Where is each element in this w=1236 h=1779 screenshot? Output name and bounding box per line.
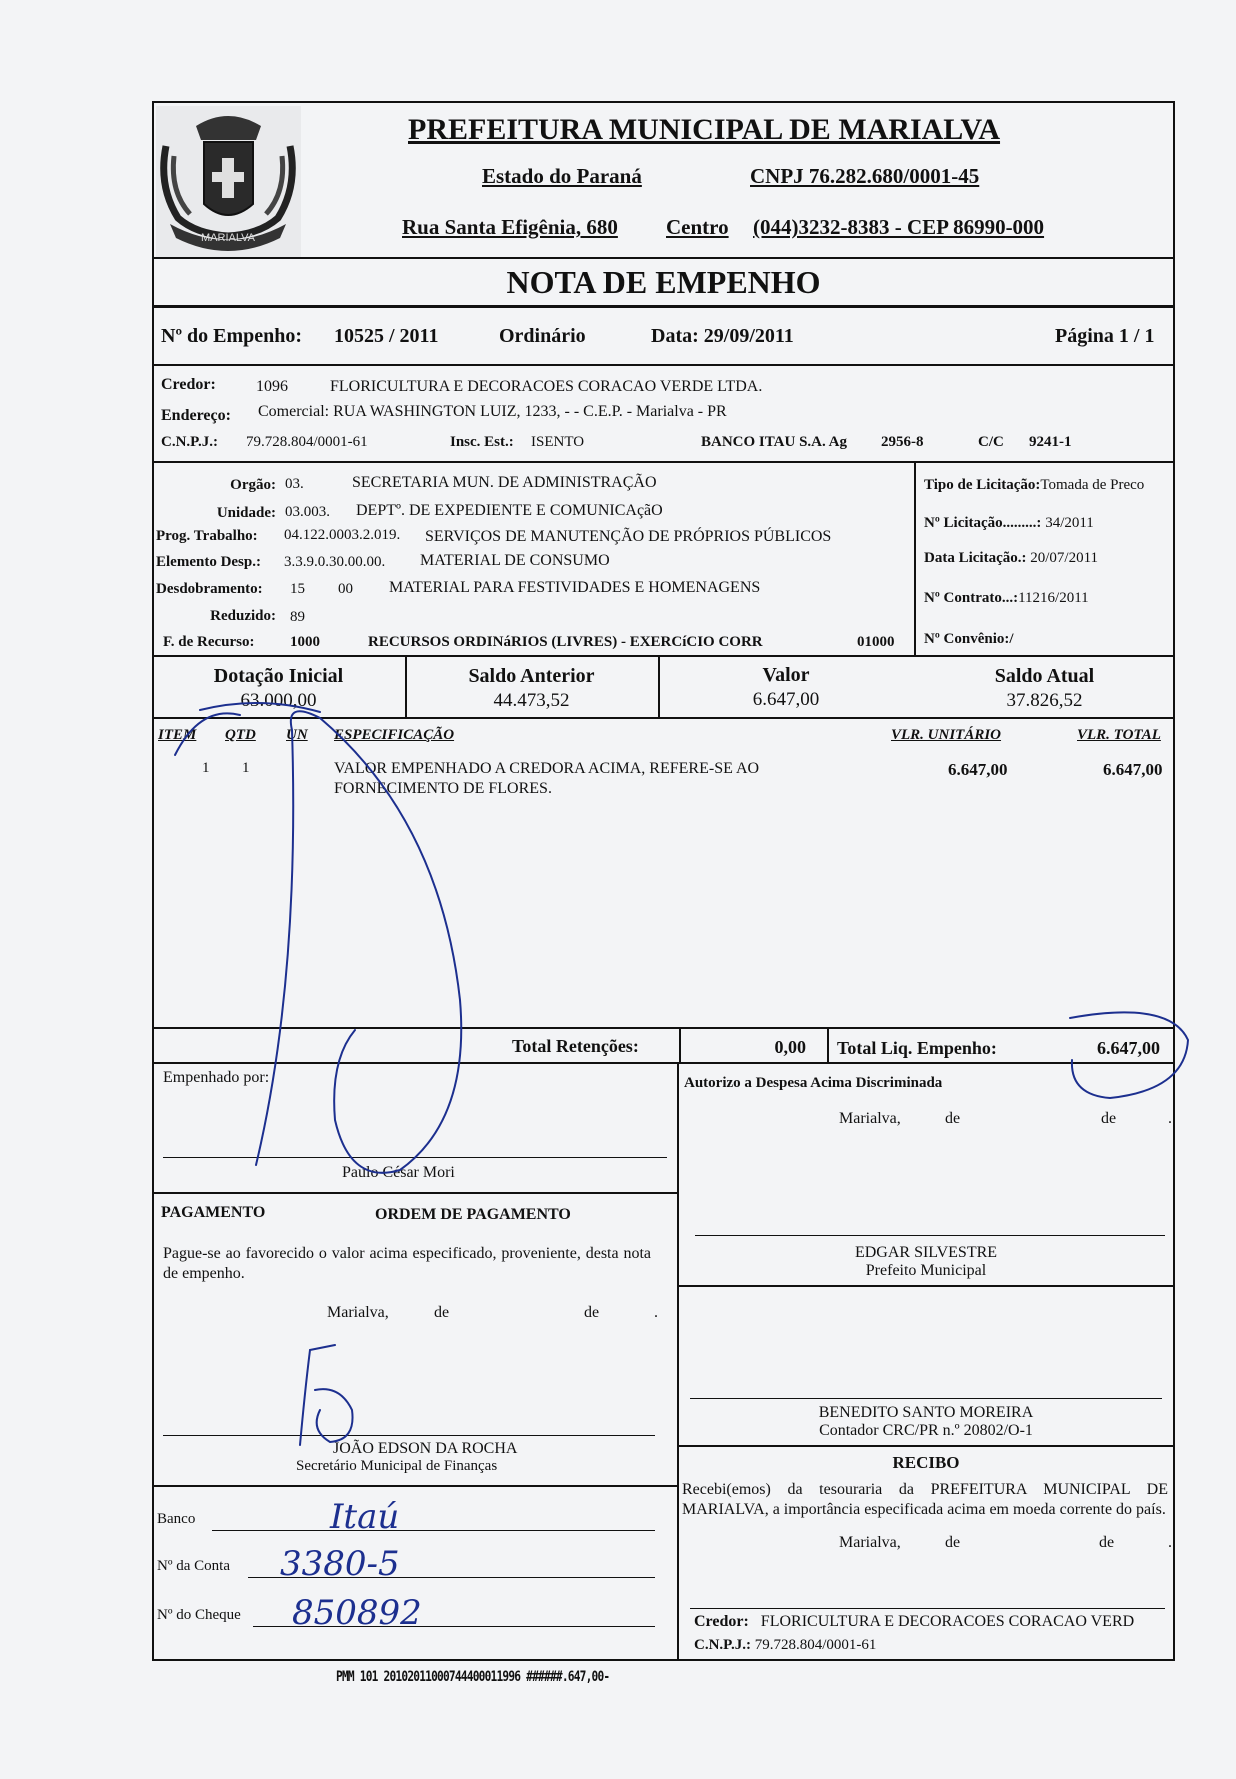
credor-label: Credor: (161, 376, 216, 393)
prefeito-name: EDGAR SILVESTRE (854, 1244, 998, 1261)
row-qtd: 1 (242, 760, 250, 776)
row-unit-value: 6.647,00 (948, 760, 1008, 779)
licitacao-num: Nº Licitação.........: 34/2011 (924, 515, 1094, 531)
orgao-name: SECRETARIA MUN. DE ADMINISTRAÇÃO (352, 474, 657, 491)
insc-value: ISENTO (531, 434, 585, 450)
recibo-de2: de (1099, 1534, 1115, 1551)
row-spec-line1: VALOR EMPENHADO A CREDORA ACIMA, REFERE-SE AO (334, 760, 760, 777)
pagamento-de2: de (584, 1304, 600, 1321)
bank-agency: 2956-8 (881, 434, 924, 450)
recibo-credor: Credor: FLORICULTURA E DECORACOES CORACAO VERD (694, 1613, 1135, 1630)
recurso-number: 01000 (857, 634, 895, 650)
unidade-label: Unidade: (216, 505, 276, 521)
footer-code: PMM 101 20102011000744400011996 ######.647,00- (336, 1669, 610, 1685)
empenho-type: Ordinário (499, 325, 586, 347)
col-header-spec: ESPECIFICAÇÃO (334, 727, 455, 743)
pagamento-text: Pague-se ao favorecido o valor acima especificado, proveniente, desta nota de empenho. (163, 1245, 651, 1282)
saldo-anterior-label: Saldo Anterior (468, 665, 595, 687)
prog-label: Prog. Trabalho: (156, 528, 258, 544)
empenhado-name: Paulo César Mori (342, 1164, 455, 1181)
unidade-code: 03.003. (285, 504, 330, 520)
insc-label: Insc. Est.: (450, 434, 514, 450)
dotacao-value: 63.000,00 (240, 690, 317, 711)
cnpj-credor-label: C.N.P.J.: (161, 434, 218, 450)
cnpj-credor-value: 79.728.804/0001-61 (246, 434, 368, 450)
orgao-label: Orgão: (230, 477, 276, 493)
pagamento-dot: . (654, 1304, 658, 1321)
desdobramento-label: Desdobramento: (156, 581, 263, 597)
recurso-name: RECURSOS ORDINáRIOS (LIVRES) - EXERCíCIO CORR (368, 634, 763, 650)
valor-value: 6.647,00 (752, 689, 820, 710)
prog-code: 04.122.0003.2.019. (284, 527, 401, 543)
pagamento-city: Marialva, (327, 1304, 389, 1321)
empenho-date: Data: 29/09/2011 (651, 325, 794, 347)
address-label: Rua Santa Efigênia, 680 (402, 215, 618, 239)
cnpj-label: CNPJ 76.282.680/0001-45 (750, 164, 980, 188)
liquido-value: 6.647,00 (1097, 1038, 1160, 1058)
elemento-label: Elemento Desp.: (156, 554, 261, 570)
recurso-label: F. de Recurso: (163, 634, 255, 650)
contador-role: Contador CRC/PR n.º 20802/O-1 (819, 1422, 1033, 1439)
bank-name: BANCO ITAU S.A. Ag (701, 434, 847, 450)
cheque-handwriting: 850892 (292, 1593, 422, 1633)
ordem-pagamento-label: ORDEM DE PAGAMENTO (375, 1206, 571, 1223)
autorizo-de1: de (945, 1110, 961, 1127)
empenho-number: 10525 / 2011 (334, 325, 439, 347)
document-title: NOTA DE EMPENHO (506, 264, 821, 300)
convenio-label: Nº Convênio:/ (924, 631, 1014, 647)
pagamento-signer-role: Secretário Municipal de Finanças (296, 1458, 498, 1474)
recurso-code: 1000 (290, 634, 320, 650)
reduzido-value: 89 (290, 609, 305, 625)
empenhado-label: Empenhado por: (163, 1069, 270, 1086)
retencoes-value: 0,00 (774, 1037, 806, 1057)
saldo-anterior-value: 44.473,52 (493, 690, 570, 711)
liquido-label: Total Liq. Empenho: (837, 1038, 997, 1058)
cc-label: C/C (978, 434, 1004, 450)
unidade-name: DEPTº. DE EXPEDIENTE E COMUNICAçãO (356, 502, 663, 519)
empenho-number-label: Nº do Empenho: (161, 325, 303, 347)
orgao-code: 03. (285, 476, 304, 492)
conta-handwriting: 3380-5 (280, 1544, 400, 1584)
pagamento-signer: JOÃO EDSON DA ROCHA (333, 1440, 518, 1457)
endereco-value: Comercial: RUA WASHINGTON LUIZ, 1233, - - C.E.P. - Marialva - PR (258, 403, 727, 420)
page-number: Página 1 / 1 (1055, 325, 1155, 347)
desdobramento-name: MATERIAL PARA FESTIVIDADES E HOMENAGENS (389, 579, 761, 596)
col-header-qtd: QTD (225, 727, 256, 743)
recibo-cnpj: C.N.P.J.: 79.728.804/0001-61 (694, 1637, 877, 1653)
recibo-text: Recebi(emos) da tesouraria da PREFEITURA MUNICIPAL DE MARIALVA, a importância especificada acima em moeda corrente do país. (682, 1481, 1168, 1518)
prefeito-role: Prefeito Municipal (865, 1262, 987, 1279)
cheque-label: Nº do Cheque (157, 1607, 241, 1623)
elemento-code: 3.3.9.0.30.00.00. (284, 554, 386, 570)
contador-name: BENEDITO SANTO MOREIRA (818, 1404, 1034, 1421)
credor-code: 1096 (256, 378, 288, 395)
retencoes-label: Total Retenções: (512, 1036, 639, 1056)
conta-label: Nº da Conta (157, 1558, 230, 1574)
row-spec-line2: FORNECIMENTO DE FLORES. (334, 780, 552, 797)
autorizo-de2: de (1101, 1110, 1117, 1127)
recibo-city: Marialva, (839, 1534, 901, 1551)
pagamento-de1: de (434, 1304, 450, 1321)
col-header-total: VLR. TOTAL (1077, 727, 1161, 743)
col-header-un: UN (286, 727, 308, 743)
district-label: Centro (666, 215, 729, 239)
dotacao-label: Dotação Inicial (213, 665, 344, 687)
prog-name: SERVIÇOS DE MANUTENÇÃO DE PRÓPRIOS PÚBLICOS (425, 528, 832, 545)
row-total-value: 6.647,00 (1103, 760, 1163, 779)
licitacao-tipo-label: Tipo de Licitação:Tomada de Preco (924, 477, 1145, 493)
state-label: Estado do Paraná (482, 164, 642, 188)
cc-value: 9241-1 (1029, 434, 1072, 450)
pagamento-label: PAGAMENTO (161, 1204, 266, 1221)
banco-label: Banco (157, 1511, 196, 1527)
saldo-atual-label: Saldo Atual (994, 665, 1095, 687)
seal-text: MARIALVA (201, 232, 255, 244)
desdobramento-b: 00 (338, 581, 353, 597)
recibo-title: RECIBO (892, 1453, 960, 1472)
municipal-seal-icon (156, 106, 301, 258)
credor-name: FLORICULTURA E DECORACOES CORACAO VERDE LTDA. (330, 378, 763, 395)
phone-cep-label: (044)3232-8383 - CEP 86990-000 (753, 215, 1045, 239)
contrato-number: Nº Contrato...:11216/2011 (924, 590, 1089, 606)
valor-label: Valor (762, 664, 810, 686)
row-item: 1 (202, 760, 210, 776)
reduzido-label: Reduzido: (210, 608, 276, 624)
col-header-item: ITEM (158, 727, 197, 743)
licitacao-data: Data Licitação.: 20/07/2011 (924, 550, 1099, 566)
endereco-label: Endereço: (161, 407, 231, 424)
desdobramento-a: 15 (290, 581, 305, 597)
col-header-unit: VLR. UNITÁRIO (891, 727, 1002, 743)
autorizo-dot: . (1168, 1110, 1172, 1127)
page-title: PREFEITURA MUNICIPAL DE MARIALVA (408, 113, 1001, 146)
autorizo-label: Autorizo a Despesa Acima Discriminada (684, 1075, 943, 1091)
autorizo-city: Marialva, (839, 1110, 901, 1127)
saldo-atual-value: 37.826,52 (1006, 690, 1083, 711)
recibo-dot: . (1168, 1534, 1172, 1551)
elemento-name: MATERIAL DE CONSUMO (420, 552, 610, 569)
recibo-de1: de (945, 1534, 961, 1551)
banco-handwriting: Itaú (330, 1497, 400, 1537)
